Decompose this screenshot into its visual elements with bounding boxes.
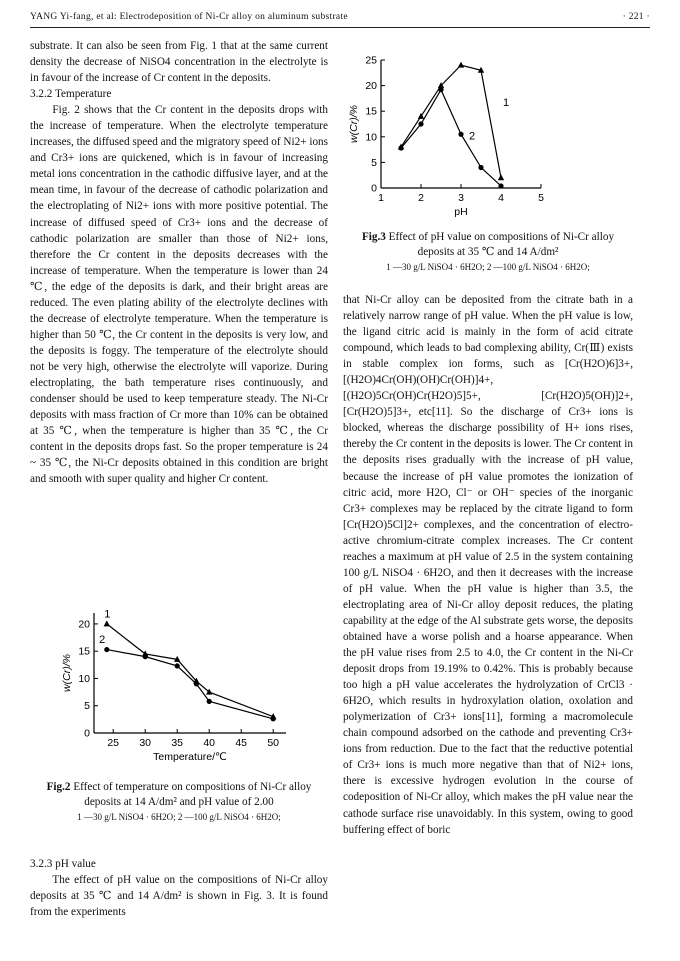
section-heading: 3.2.3 pH value	[30, 858, 96, 870]
y-tick-label: 0	[84, 727, 90, 740]
x-tick-label: 4	[498, 192, 504, 204]
series-2-point	[104, 647, 109, 652]
fig3-caption-text: Effect of pH value on compositions of Ni-Cr alloy deposits at 35 ℃ and 14 A/dm²	[388, 231, 615, 258]
series-1-line	[401, 65, 501, 178]
x-tick-label: 1	[378, 192, 384, 204]
fig2-caption	[30, 780, 328, 825]
series-1-point	[498, 174, 504, 180]
x-tick-label: 2	[418, 192, 424, 204]
x-axis-label: Temperature/℃	[153, 751, 227, 763]
series-2-point	[271, 716, 276, 721]
paragraph: substrate. It can also be seen from Fig. 1 that at the same current density the decrease of NiSO4 concentration in the electrolyte is in favour of the increase of Cr content in the deposits.	[30, 40, 328, 85]
series-2-point	[175, 663, 180, 668]
series-1-label: 1	[104, 608, 111, 621]
series-1-label: 1	[503, 97, 510, 110]
series-2-point	[143, 654, 148, 659]
y-axis-label: w(Cr)/%	[348, 105, 360, 143]
header-rule	[30, 27, 650, 28]
y-tick-label: 15	[365, 105, 377, 118]
y-tick-label: 10	[78, 672, 90, 685]
y-tick-label: 5	[84, 700, 90, 713]
paragraph: The effect of pH value on the compositions of Ni-Cr alloy deposits at 35 ℃ and 14 A/dm² is shown in Fig. 3. It is found from the experiments	[30, 874, 328, 918]
x-tick-label: 50	[267, 737, 280, 749]
series-2-point	[438, 87, 443, 92]
fig2-legend-text: 1 —30 g/L NiSO4 · 6H2O; 2 —100 g/L NiSO4 · 6H2O;	[77, 812, 281, 822]
series-1-point	[458, 62, 464, 68]
header-title: YANG Yi-fang, et al: Electrodeposition of Ni-Cr alloy on aluminum substrate	[30, 12, 348, 22]
paragraph: that Ni-Cr alloy can be deposited from the citrate bath in a relatively narrow range of pH value. When the pH value is low, the ligand citric acid is mainly in the form of acid citrate compound, which leads to bad complexing ability, Cr(Ⅲ) exists in stable complex ion forms, such as [Cr(H2O)6]3+, [(H2O)4Cr(OH)(OH)Cr(OH)]4+, [(H2O)5Cr(OH)Cr(H2O)5]5+, [Cr(H2O)5(OH)]2+, [Cr(H2O)5]3+, etc[11]. So the discharge of Cr3+ ions is blocked, whereas the discharge possibility of H+ ions rises, thereby the Cr content in the deposits is lower. The Cr content in the deposits rises gradually with the increase of pH value, because the increase of pH value promotes the ionization of citric acid, more H2O, Cl⁻ or OH⁻ species of the inorganic Cr3+ complexes may be replaced by the citrate ligand to form [Cr(H2O)5Cl]2+ complexes, and the concentration of electro-active chromium-citrate complex increases. The Cr content reaches a maximum at pH value of 2.5 in the system containing 100 g/L NiSO4 · 6H2O, and then it decreases with the increase of pH value. When the pH value is higher than 3.5, the electroplating area of Ni-Cr alloy deposit reduces, the plating capability at the edge of the Al substrate gets worse, the deposits obtained have a worse polish and a hoarse appearance. When the pH value rises from 2.5 to 4.0, the Cr content in the Ni-Cr deposit drops from 19.19% to 0.42%. This is probably because too high a pH value accelerates the hydrolyzation of CrCl3 · 6H2O, which results in hydroxylation olation, oxolation and polymerization of Cr3+ ions[11], forming a macromolecule chain compound adsorbed on the cathode and preventing Cr3+ ions from reduction. Due to the fact that the reductive potential of Cr3+ ions is much more negative than that of Ni2+ ions, there is excessive hydrogen evolution in the course of codeposition of Ni-Cr alloy, which makes the pH value near the cathode surface rise unavoidably. In this system, owing to good buffering effect of boric	[343, 294, 633, 836]
series-2-line	[401, 90, 501, 186]
fig3-caption-label: Fig.3	[361, 231, 386, 243]
series-2-point	[207, 699, 212, 704]
y-tick-label: 20	[365, 80, 377, 93]
series-2-point	[418, 121, 423, 126]
fig3-chart	[345, 50, 560, 225]
x-tick-label: 5	[538, 192, 544, 204]
fig2-caption-label: Fig.2	[46, 781, 71, 793]
x-tick-label: 35	[171, 737, 184, 749]
left-bottom	[30, 856, 328, 920]
fig3-svg	[345, 50, 560, 220]
series-2-point	[194, 681, 199, 686]
series-2-point	[398, 145, 403, 150]
section-heading: 3.2.2 Temperature	[30, 88, 112, 101]
y-tick-label: 25	[365, 54, 377, 67]
fig2-svg	[52, 605, 292, 775]
left-column	[30, 38, 328, 487]
series-2-point	[458, 132, 463, 137]
series-2-point	[478, 165, 483, 170]
x-tick-label: 40	[203, 737, 216, 749]
y-tick-label: 10	[365, 131, 377, 144]
series-1-line	[107, 624, 273, 717]
paragraph: Fig. 2 shows that the Cr content in the deposits drops with the increase of temperature. When the electrolyte temperature increases, the diffused speed and the migratory speed of Ni2+ ions and Cr3+ ions are quickened, which is in favour of increasing metal ions concentration in the cathodic diffusive layer, and at the mean time, in favour of the decrease of cathodic polarization and the electroplating of Ni2+ ions with more positive potential. The increase of diffused speed of Cr3+ ions and the decrease of cathodic polarization are smaller than those of Ni2+ ions, therefore the Cr content in the deposits decreases with the increase of temperature. When the temperature is lower than 24 ℃, the edge of the deposits is dark, and their bright areas are reduced. The even plating ability of the electrolyte declines with the decrease of electrolyte temperature. When the temperature is higher than 50 ℃, the Cr content in the deposits is very low, and the deposits is foggy. The temperature of the electrolyte should not be very high, otherwise the electrolyte will vaporize. During electroplating, the bath temperature rises continuously, and condenser should be used to keep temperature steady. The Ni-Cr deposits with mass fraction of Cr more than 10% can be obtained at 35 ℃, when the temperature is higher than 35 ℃, the Cr content in the deposits drops fast. So the proper temperature is 24 ~ 35 ℃, the Ni-Cr deposits obtained in this condition are bright and smooth with super quality and higher Cr content.	[30, 104, 328, 486]
right-column	[343, 292, 633, 838]
fig3-caption	[343, 230, 633, 275]
x-tick-label: 45	[235, 737, 248, 749]
x-tick-label: 25	[107, 737, 120, 749]
series-2-label: 2	[469, 130, 476, 143]
series-2-label: 2	[99, 634, 106, 646]
y-tick-label: 5	[371, 156, 377, 169]
series-2-line	[107, 650, 273, 719]
x-tick-label: 30	[139, 737, 152, 749]
y-tick-label: 20	[78, 618, 90, 631]
series-1-point	[104, 620, 110, 626]
fig2-chart	[52, 605, 292, 780]
y-tick-label: 15	[78, 645, 90, 658]
page-number: · 221 ·	[622, 12, 650, 22]
fig2-caption-text: Effect of temperature on compositions of Ni-Cr alloy deposits at 14 A/dm² and pH value of 2.00	[73, 781, 312, 808]
series-2-point	[498, 183, 503, 188]
fig3-legend-text: 1 —30 g/L NiSO4 · 6H2O; 2 —100 g/L NiSO4 · 6H2O;	[386, 262, 590, 272]
x-tick-label: 3	[458, 192, 464, 204]
y-tick-label: 0	[371, 182, 377, 195]
x-axis-label: pH	[454, 206, 468, 218]
y-axis-label: w(Cr)/%	[61, 654, 73, 692]
